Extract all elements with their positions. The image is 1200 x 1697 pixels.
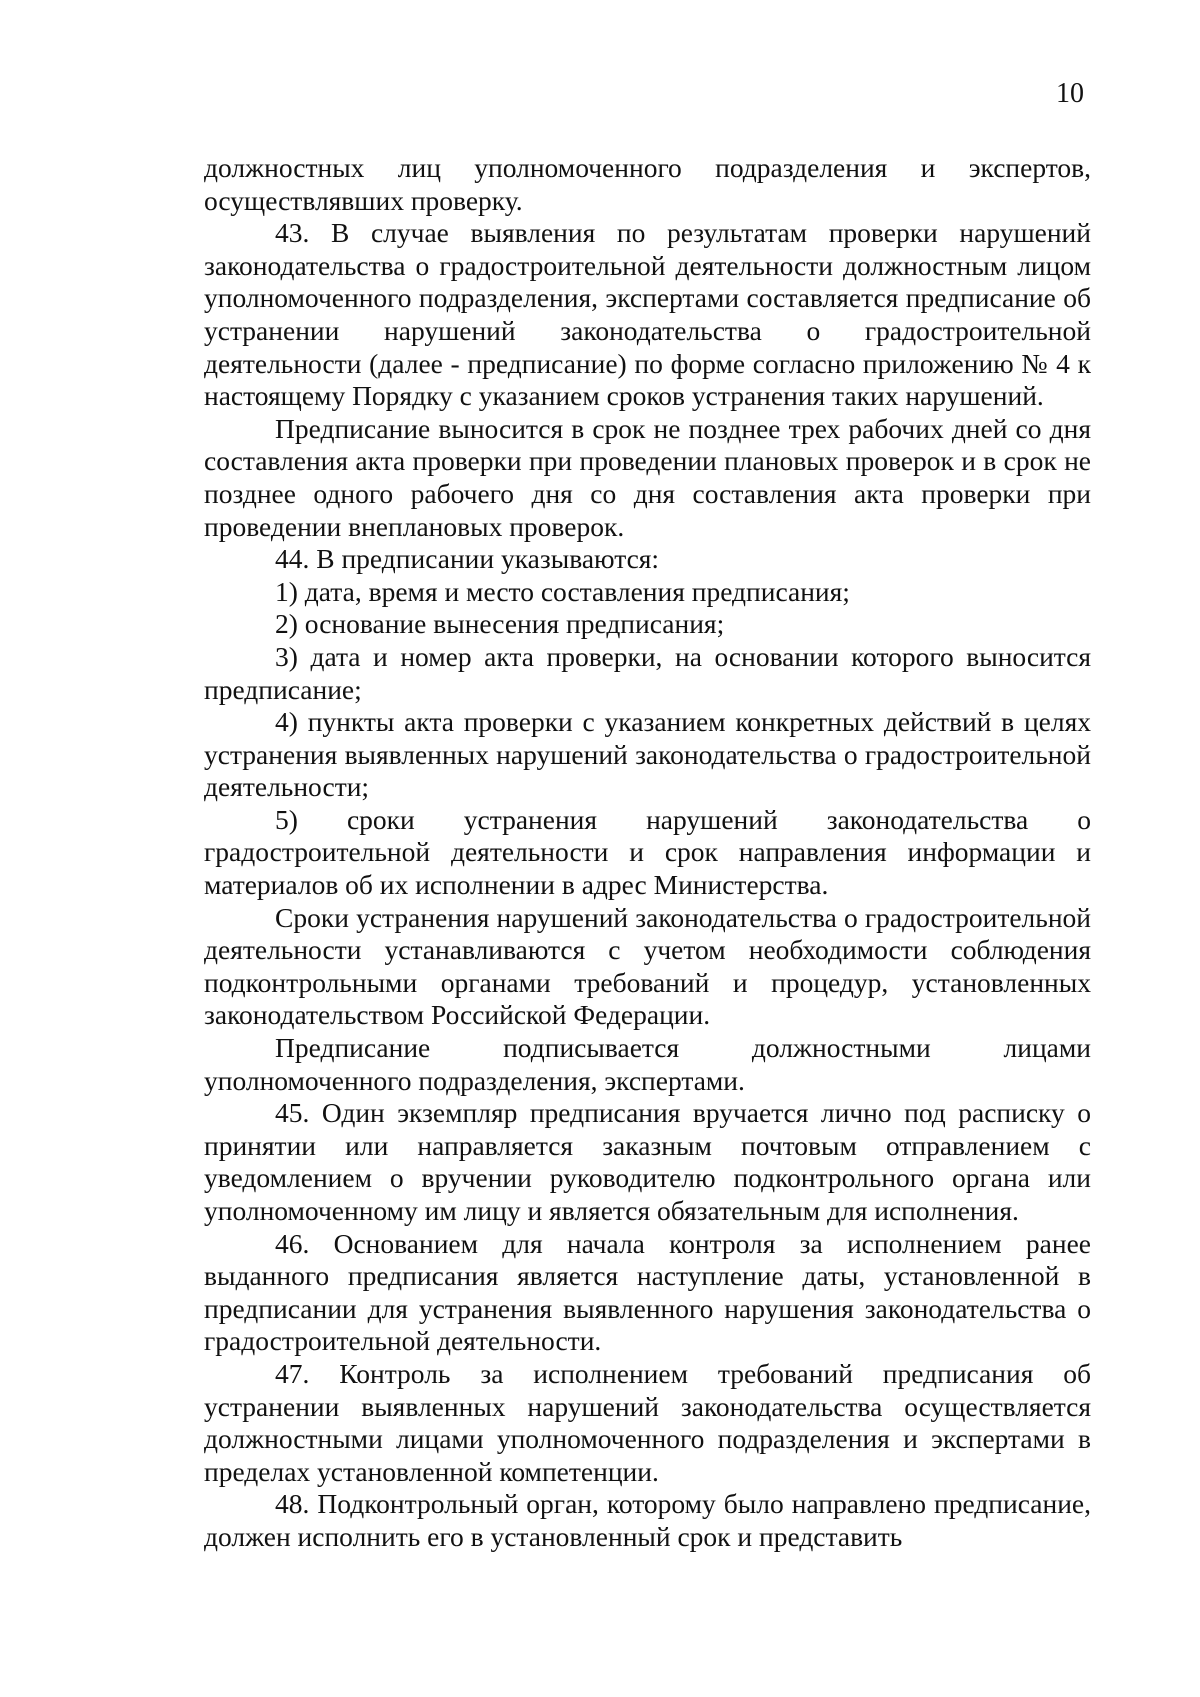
paragraph: 46. Основанием для начала контроля за исполнением ранее выданного предписания является наступление даты, установленной в предписании для устранения выявленного нарушения законодательства о градостроительной деятельности. <box>204 1227 1091 1357</box>
paragraph: 47. Контроль за исполнением требований предписания об устранении выявленных нарушений законодательства осуществляется должностными лицами уполномоченного подразделения и экспертами в пределах установленной компетенции. <box>204 1357 1091 1487</box>
paragraph: 43. В случае выявления по результатам проверки нарушений законодательства о градостроительной деятельности должностным лицом уполномоченного подразделения, экспертами составляется предписание об устранении нарушений законодательства о градостроительной деятельности (далее - предписание) по форме согласно приложению № 4 к настоящему Порядку с указанием сроков устранения таких нарушений. <box>204 217 1091 412</box>
paragraph: 4) пункты акта проверки с указанием конкретных действий в целях устранения выявленных нарушений законодательства о градостроительной деятельности; <box>204 706 1091 803</box>
paragraph: 44. В предписании указываются: <box>275 543 660 575</box>
paragraph: 48. Подконтрольный орган, которому было направлено предписание, должен исполнить его в установленный срок и представить <box>204 1488 1091 1552</box>
paragraph: должностных лиц уполномоченного подразделения и экспертов, осуществлявших проверку. <box>204 152 1091 216</box>
paragraph: 5) сроки устранения нарушений законодательства о градостроительной деятельности и срок направления информации и материалов об их исполнении в адрес Министерства. <box>204 803 1091 901</box>
paragraph: Сроки устранения нарушений законодательства о градостроительной деятельности устанавливаются с учетом необходимости соблюдения подконтрольными органами требований и процедур, установленных законодательством Российской Федерации. <box>204 901 1091 1031</box>
paragraph: 1) дата, время и место составления предписания; <box>275 575 850 607</box>
paragraph: Предписание подписывается должностными лицами уполномоченного подразделения, экспертами. <box>204 1032 1091 1096</box>
paragraph: 3) дата и номер акта проверки, на основании которого выносится предписание; <box>204 640 1091 705</box>
document-body <box>204 152 1091 1554</box>
paragraph: Предписание выносится в срок не позднее трех рабочих дней со дня составления акта проверки при проведении плановых проверок и в срок не позднее одного рабочего дня со дня составления акта проверки при проведении внеплановых проверок. <box>204 412 1091 542</box>
paragraph: 2) основание вынесения предписания; <box>275 608 725 640</box>
paragraph: 45. Один экземпляр предписания вручается лично под расписку о принятии или направляется заказным почтовым отправлением с уведомлением о вручении руководителю подконтрольного органа или уполномоченному им лицу и является обязательным для исполнения. <box>204 1097 1091 1226</box>
page-number: 10 <box>1056 78 1084 109</box>
